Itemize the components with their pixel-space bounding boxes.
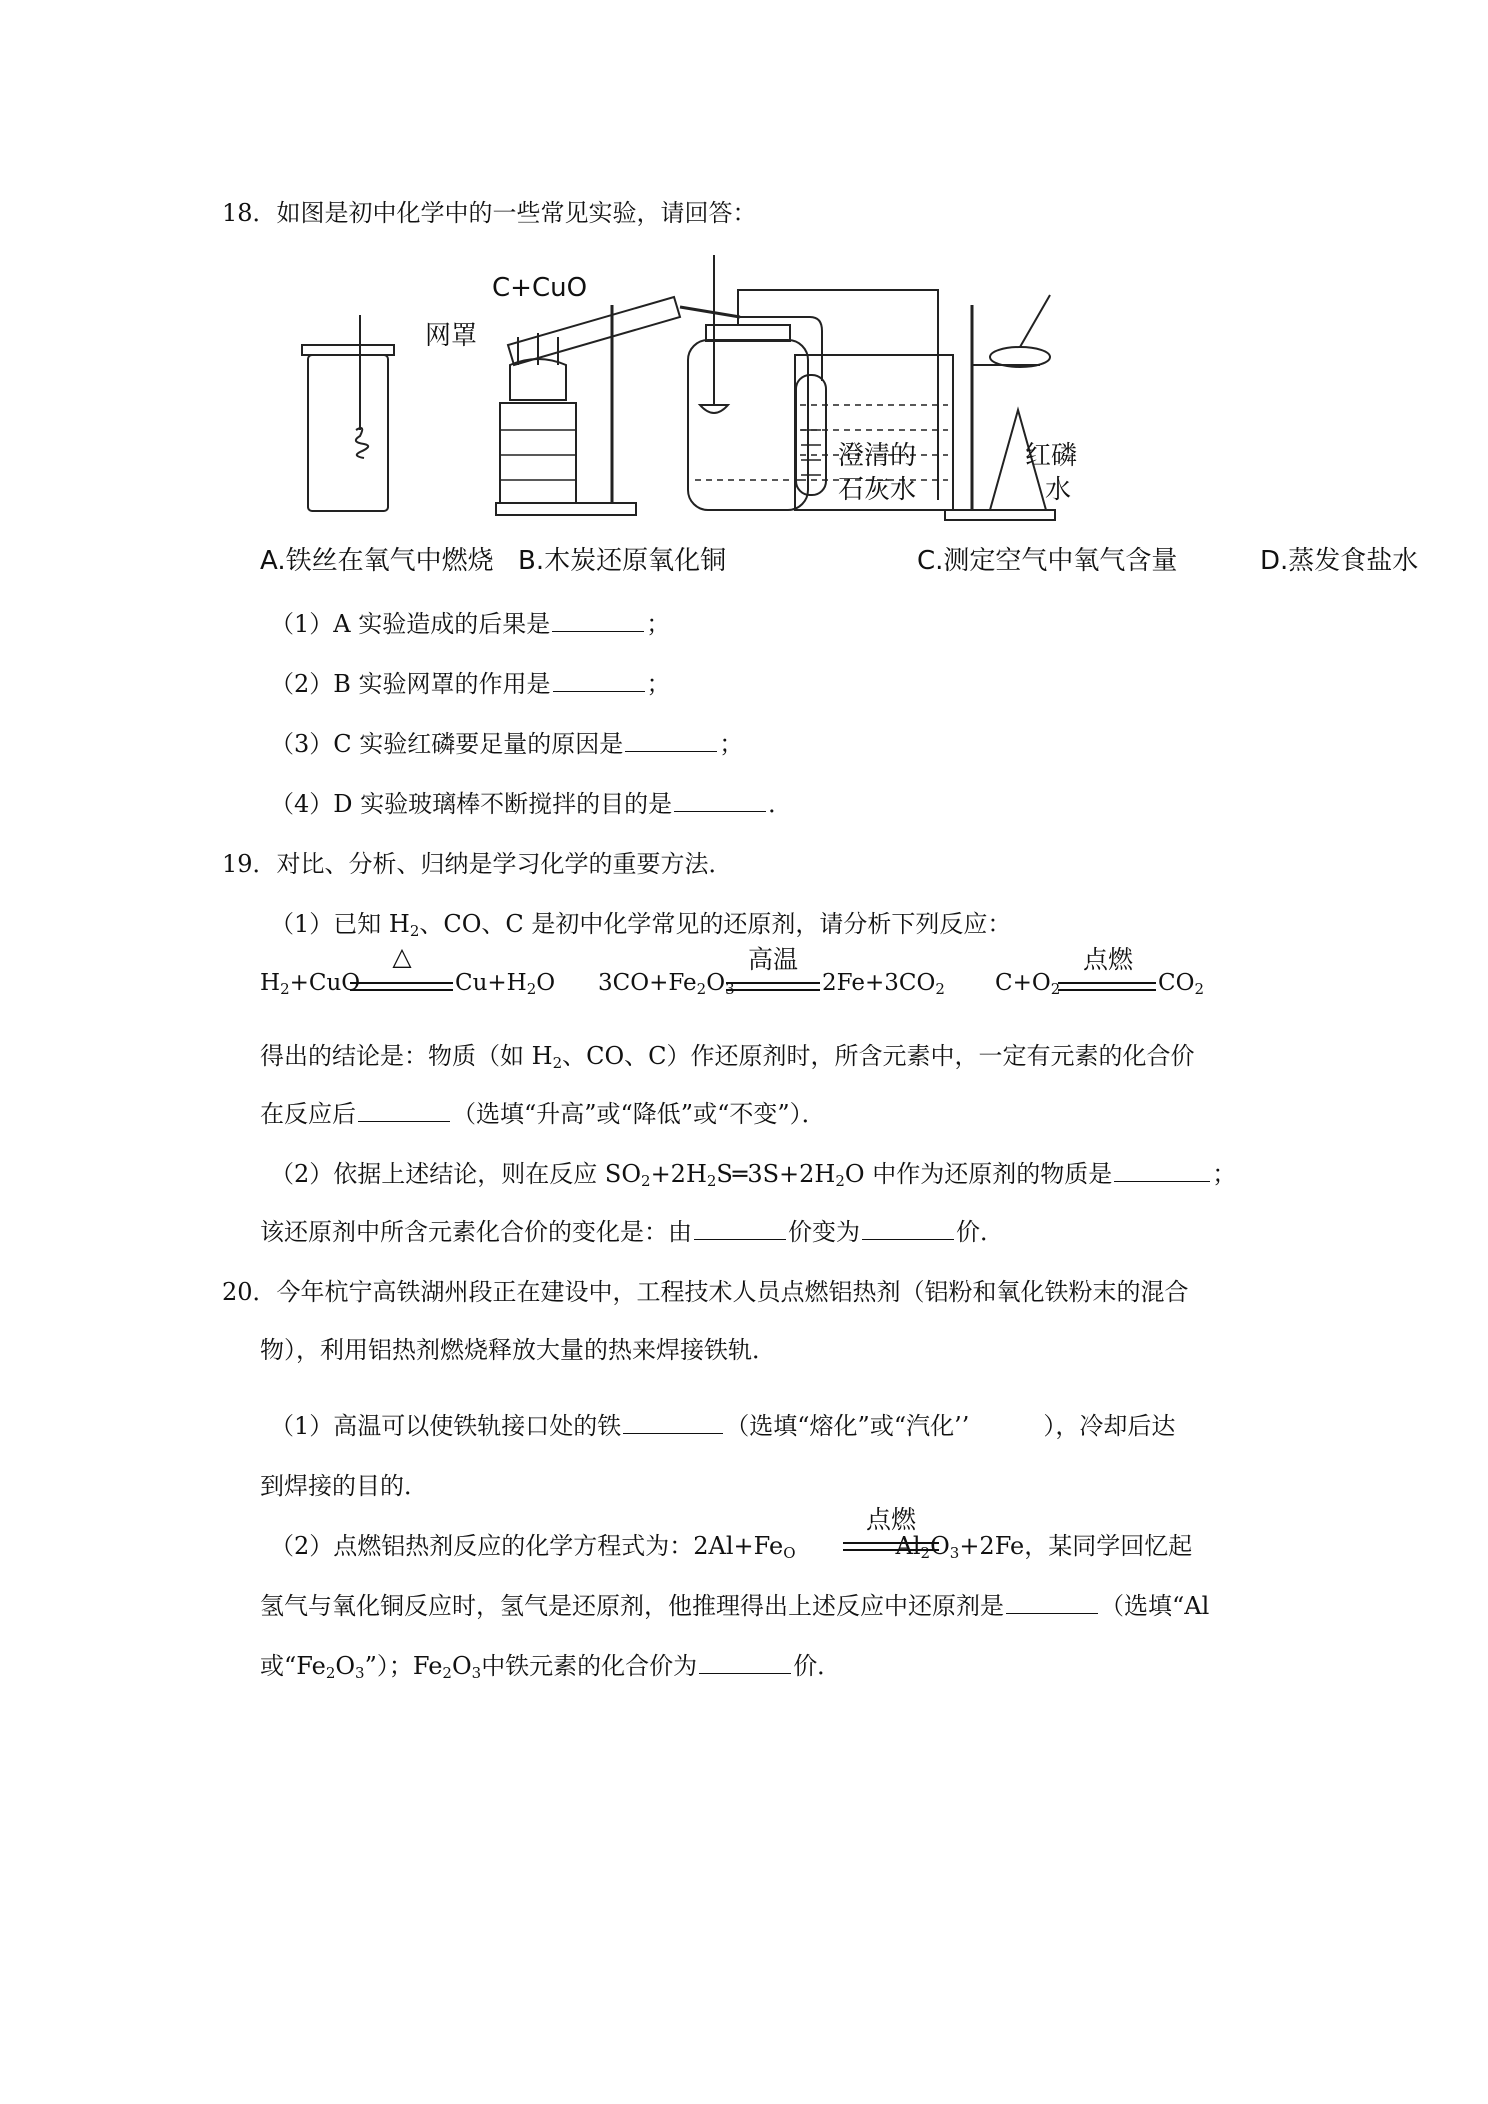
- equation-3-arrow: [1058, 982, 1156, 991]
- q20-part1: （1）高温可以使铁轨接口处的铁 （选填“熔化”或“汽化’’ ），冷却后达: [270, 1412, 1176, 1440]
- caption-c: C.测定空气中氧气含量: [917, 546, 1178, 576]
- label-lime-water-2: 石灰水: [838, 475, 917, 505]
- q20-stem-2: 物），利用铝热剂燃烧释放大量的热来焊接铁轨．: [260, 1336, 776, 1364]
- answer-blank[interactable]: [358, 1099, 450, 1122]
- caption-a: A.铁丝在氧气中燃烧: [260, 546, 494, 576]
- answer-blank[interactable]: [623, 1411, 723, 1434]
- equation-3-condition: 点燃: [1082, 945, 1133, 974]
- thermite-condition: 点燃: [865, 1505, 916, 1534]
- label-red-phosphorus: 红磷: [1025, 441, 1078, 471]
- q20-part3: 氢气与氧化铜反应时，氢气是还原剂，他推理得出上述反应中还原剂是 （选填“Al: [260, 1592, 1210, 1620]
- label-water: 水: [1045, 475, 1072, 505]
- equation-1-arrow: [350, 982, 453, 991]
- equation-2-condition: 高温: [747, 945, 798, 974]
- answer-blank[interactable]: [625, 729, 717, 752]
- equation-2-arrow: [726, 982, 820, 991]
- q18-item-2: （2）B 实验网罩的作用是 ；: [270, 670, 671, 698]
- q20-part4: 或“$Fe_2O_3$”）；$Fe_2O_3$中铁元素的化合价为 价．: [260, 1652, 842, 1682]
- caption-d: D.蒸发食盐水: [1260, 546, 1419, 576]
- equation-1-right: $Cu+H_2O$: [455, 970, 556, 998]
- experiment-figure: [260, 255, 1440, 585]
- answer-blank[interactable]: [862, 1217, 954, 1240]
- q19-conclusion-2: 在反应后 （选填“升高”或“降低”或“不变”）．: [260, 1100, 826, 1128]
- q18-stem: 18．如图是初中化学中的一些常见实验，请回答：: [222, 199, 757, 227]
- equation-2-left: $3CO+Fe_2O_3$: [598, 970, 735, 998]
- caption-b: B.木炭还原氧化铜: [518, 546, 727, 576]
- equation-1-left: $H_2+CuO$: [260, 970, 361, 998]
- answer-blank[interactable]: [552, 609, 644, 632]
- q19-part2: （2）依据上述结论，则在反应 $SO_2+2H_2S═3S+2H_2O$ 中作为还原剂的物质是 ；: [270, 1160, 1237, 1190]
- answer-blank[interactable]: [1006, 1591, 1098, 1614]
- q18-item-4: （4）D 实验玻璃棒不断搅拌的目的是 ．: [270, 790, 793, 818]
- equation-3-left: $C+O_2$: [995, 970, 1061, 998]
- answer-blank[interactable]: [674, 789, 766, 812]
- answer-blank[interactable]: [1114, 1159, 1210, 1182]
- label-lime-water-1: 澄清的: [838, 441, 917, 471]
- q19-conclusion-1: 得出的结论是：物质（如 $H_2$、CO、C）作还原剂时，所含元素中，一定有元素的化合价: [260, 1042, 1195, 1072]
- q18-item-1: （1）A 实验造成的后果是 ；: [270, 610, 671, 638]
- answer-blank[interactable]: [553, 669, 645, 692]
- q19-part3: 该还原剂中所含元素化合价的变化是：由 价变为 价．: [260, 1218, 1004, 1246]
- answer-blank[interactable]: [699, 1651, 791, 1674]
- label-wangzhao: 网罩: [425, 321, 478, 351]
- thermite-arrow: [843, 1542, 939, 1551]
- q20-part1-cont: 到焊接的目的．: [260, 1472, 428, 1500]
- q20-part2: （2）点燃铝热剂反应的化学方程式为：$2Al+Fe_O$ $Al_2O_3+2Fe$，某同学回忆起: [270, 1532, 1193, 1562]
- equation-3-right: $CO_2$: [1158, 970, 1205, 998]
- equation-2-right: $2Fe+3CO_2$: [822, 970, 945, 998]
- q19-part1: （1）已知 $H_2$、CO、C 是初中化学常见的还原剂，请分析下列反应：: [270, 910, 1012, 940]
- answer-blank[interactable]: [694, 1217, 786, 1240]
- q18-item-3: （3）C 实验红磷要足量的原因是 ；: [270, 730, 744, 758]
- label-c-cuo: C+CuO: [492, 273, 588, 303]
- q19-stem: 19．对比、分析、归纳是学习化学的重要方法．: [222, 850, 733, 878]
- equation-1-condition: △: [392, 942, 412, 971]
- apparatus-drawing: [260, 255, 1440, 585]
- q20-stem-1: 20．今年杭宁高铁湖州段正在建设中，工程技术人员点燃铝热剂（铝粉和氧化铁粉末的混合: [222, 1278, 1189, 1306]
